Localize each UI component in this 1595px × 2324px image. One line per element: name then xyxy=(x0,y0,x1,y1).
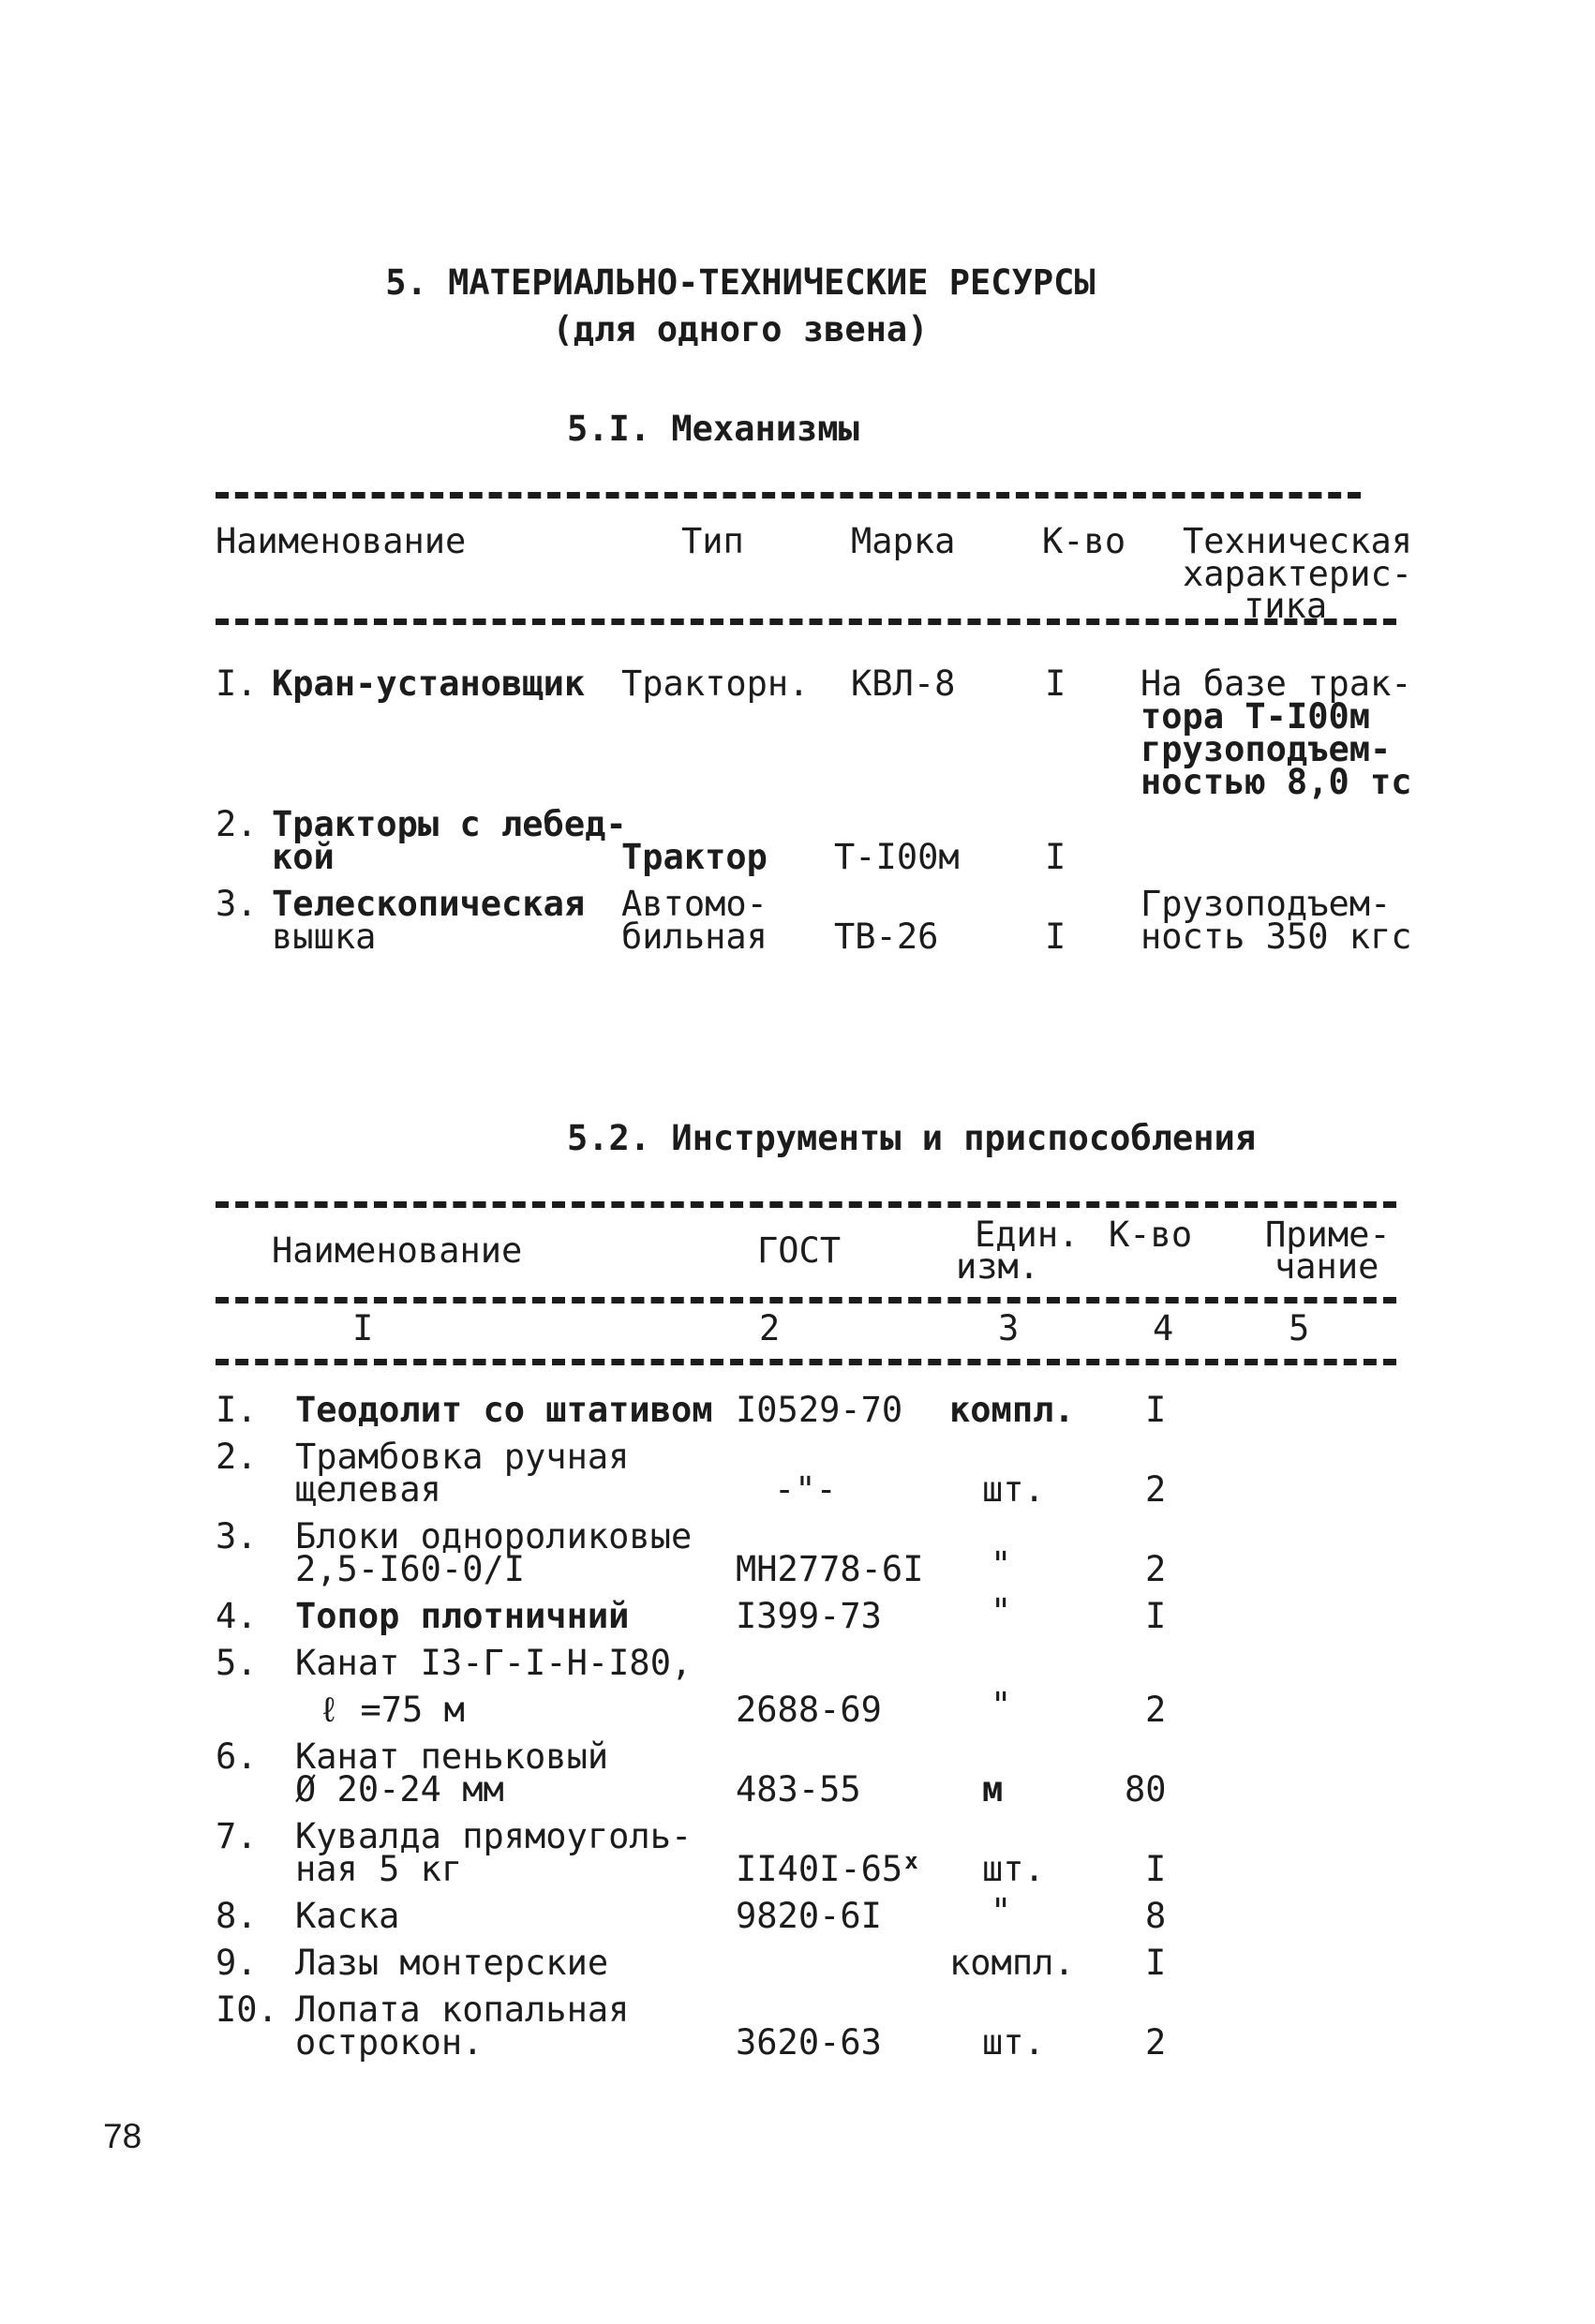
row-name-cont: вышка xyxy=(272,916,377,957)
row-tech-2: тора Т-I00м xyxy=(1140,696,1371,737)
header-brand: Марка xyxy=(851,521,956,561)
mechanisms-heading: 5.I. Механизмы xyxy=(567,409,859,449)
table-rule-numbers xyxy=(216,1359,1396,1365)
row-gost: 3620-63 xyxy=(736,2022,882,2063)
table-rule-header xyxy=(216,618,1396,625)
row-tech-4: ностью 8,0 тс xyxy=(1140,762,1412,802)
row-name-cont: Ø 20-24 мм xyxy=(295,1769,504,1810)
header-name: Наименование xyxy=(216,521,467,561)
row-brand: КВЛ-8 xyxy=(851,663,956,704)
row-name-cont: ная 5 кг xyxy=(295,1849,463,1889)
row-unit: " xyxy=(991,1544,1012,1585)
header-tech-2: характерис- xyxy=(1183,554,1413,594)
row-name: Топор плотничний xyxy=(295,1596,630,1636)
row-name-cont: кой xyxy=(272,837,335,877)
row-number: 2. xyxy=(216,1437,258,1477)
row-name: Теодолит со штативом xyxy=(295,1390,713,1430)
row-number: I. xyxy=(216,663,258,704)
row-gost: -"- xyxy=(774,1469,837,1510)
header-note-2: чание xyxy=(1275,1246,1379,1287)
row-gost-superscript: х xyxy=(904,1847,918,1874)
row-qty: I xyxy=(1145,1849,1167,1889)
row-number: 6. xyxy=(216,1736,258,1777)
row-unit: компл. xyxy=(949,1390,1075,1430)
row-name: Канат I3-Г-I-Н-I80, xyxy=(295,1643,693,1683)
row-gost: I399-73 xyxy=(736,1596,882,1636)
row-number: 7. xyxy=(216,1816,258,1856)
tools-heading: 5.2. Инструменты и приспособления xyxy=(567,1118,1257,1158)
row-qty: 80 xyxy=(1125,1769,1167,1810)
row-tech-1: На базе трак- xyxy=(1140,663,1412,704)
row-name-cont: щелевая xyxy=(295,1469,441,1510)
col-number-2: 2 xyxy=(759,1308,781,1348)
col-number-1: I xyxy=(352,1308,374,1348)
header-qty: К-во xyxy=(1109,1214,1193,1255)
row-qty: I xyxy=(1045,663,1066,704)
row-gost: 9820-6I xyxy=(736,1896,882,1936)
row-gost: 2688-69 xyxy=(736,1690,882,1730)
row-name: Кран-установщик xyxy=(272,663,586,704)
row-qty: 2 xyxy=(1145,1690,1167,1730)
header-type: Тип xyxy=(681,521,744,561)
row-qty: 2 xyxy=(1145,2022,1167,2063)
row-name: Блоки однороликовые xyxy=(295,1516,693,1557)
page-number: 78 xyxy=(103,2117,142,2155)
row-unit: м xyxy=(982,1769,1004,1810)
row-qty: I xyxy=(1045,916,1066,957)
row-gost: I0529-70 xyxy=(736,1390,903,1430)
row-type-cont: бильная xyxy=(621,916,768,957)
row-name: Лазы монтерские xyxy=(295,1943,609,1983)
row-brand: Т-I00м xyxy=(834,837,960,877)
row-qty: I xyxy=(1045,837,1066,877)
row-name: Лопата копальная xyxy=(295,1989,630,2030)
row-qty: I xyxy=(1145,1596,1167,1636)
row-name: Трамбовка ручная xyxy=(295,1437,630,1477)
row-number: I. xyxy=(216,1390,258,1430)
row-unit: " xyxy=(991,1685,1012,1725)
header-unit-1: Един. xyxy=(975,1214,1080,1255)
row-unit: шт. xyxy=(982,2022,1045,2063)
header-unit-2: изм. xyxy=(956,1246,1040,1287)
row-number: 4. xyxy=(216,1596,258,1636)
col-number-4: 4 xyxy=(1153,1308,1174,1348)
row-number: 8. xyxy=(216,1896,258,1936)
row-unit: " xyxy=(991,1891,1012,1931)
table-rule-top xyxy=(216,492,1361,499)
row-qty: I xyxy=(1145,1943,1167,1983)
row-qty: 8 xyxy=(1145,1896,1167,1936)
row-tech-3: грузоподъем- xyxy=(1140,729,1392,769)
row-type: Автомо- xyxy=(621,884,768,924)
row-number: 3. xyxy=(216,1516,258,1557)
row-type: Трактор xyxy=(621,837,768,877)
row-number: 3. xyxy=(216,884,258,924)
col-number-5: 5 xyxy=(1289,1308,1310,1348)
row-type: Тракторн. xyxy=(621,663,810,704)
row-unit: шт. xyxy=(982,1849,1045,1889)
row-name-cont: острокон. xyxy=(295,2022,484,2063)
row-brand: ТВ-26 xyxy=(834,916,939,957)
row-gost-value: II40I-65 xyxy=(736,1849,903,1889)
row-tech-1: Грузоподъем- xyxy=(1140,884,1392,924)
row-qty: I xyxy=(1145,1390,1167,1430)
table-rule-top xyxy=(216,1201,1396,1208)
row-number: 9. xyxy=(216,1943,258,1983)
row-gost xyxy=(736,1847,918,1889)
row-name-cont: ℓ =75 м xyxy=(319,1690,465,1730)
row-name: Кувалда прямоуголь- xyxy=(295,1816,693,1856)
header-note-1: Приме- xyxy=(1265,1214,1391,1255)
row-name: Тракторы с лебед- xyxy=(272,804,627,844)
header-tech-3: тика xyxy=(1244,586,1328,626)
row-gost: 483-55 xyxy=(736,1769,861,1810)
section-subtitle: (для одного звена) xyxy=(552,309,929,350)
row-unit: " xyxy=(991,1591,1012,1631)
header-tech-1: Техническая xyxy=(1183,521,1413,561)
section-title: 5. МАТЕРИАЛЬНО-ТЕХНИЧЕСКИЕ РЕСУРСЫ xyxy=(385,262,1096,303)
row-number: 2. xyxy=(216,804,258,844)
header-gost: ГОСТ xyxy=(757,1230,842,1271)
row-tech-2: ность 350 кгс xyxy=(1140,916,1412,957)
header-qty: К-во xyxy=(1042,521,1126,561)
row-name-cont: 2,5-I60-0/I xyxy=(295,1549,526,1589)
col-number-3: 3 xyxy=(998,1308,1020,1348)
row-unit: компл. xyxy=(949,1943,1075,1983)
row-unit: шт. xyxy=(982,1469,1045,1510)
table-rule-header xyxy=(216,1297,1396,1304)
row-name: Канат пеньковый xyxy=(295,1736,609,1777)
header-name: Наименование xyxy=(272,1230,523,1271)
row-number: 5. xyxy=(216,1643,258,1683)
row-gost: МН2778-6I xyxy=(736,1549,924,1589)
row-name: Каска xyxy=(295,1896,400,1936)
row-number: I0. xyxy=(216,1989,278,2030)
row-qty: 2 xyxy=(1145,1549,1167,1589)
row-name: Телескопическая xyxy=(272,884,586,924)
row-qty: 2 xyxy=(1145,1469,1167,1510)
